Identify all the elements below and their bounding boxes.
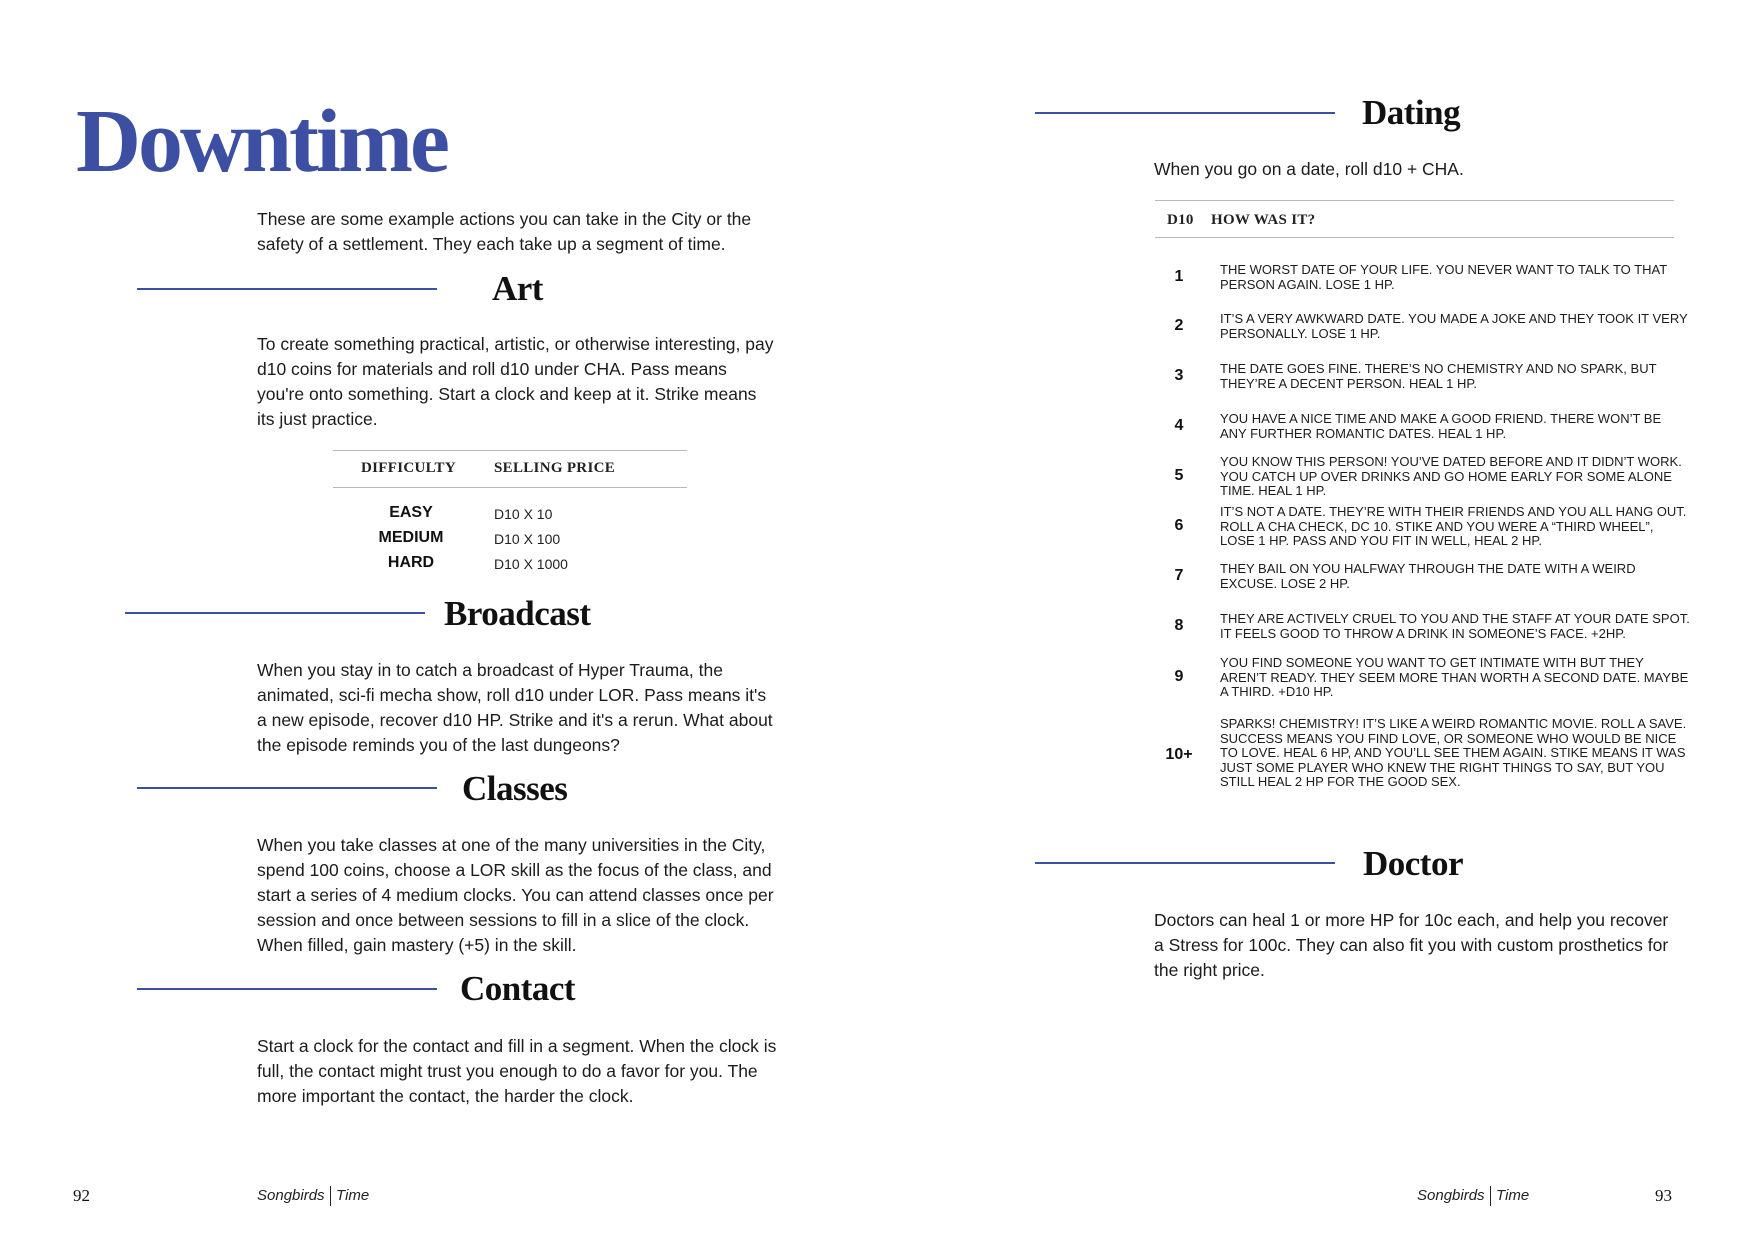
footer-book: Songbirds xyxy=(1417,1186,1485,1204)
roll-result: SPARKS! CHEMISTRY! IT’S LIKE A WEIRD ROMANTIC MOVIE. ROLL A SAVE. SUCCESS MEANS YOU FIND LOVE, OR SOMEONE WHO WOULD BE NICE TO LOVE. HEAL 6 HP, AND YOU’LL SEE THEM AGAIN. STIKE MEANS IT WAS JUST SOME PLAYER WHO KNEW THE RIGHT THINGS TO SAY, BUT YOU STILL HEAL 2 HP FOR THE GOOD SEX. xyxy=(1220,716,1687,789)
table-header-difficulty: DIFFICULTY xyxy=(361,460,456,476)
table-header-rule xyxy=(1155,237,1674,238)
art-paragraph: To create something practical, artistic, or otherwise interesting, pay d10 coins for materials and roll d10 under CHA. Pass means you're onto something. Start a clock and keep at it. Strike means its just practice. xyxy=(257,334,774,429)
table-header-d10: D10 xyxy=(1167,212,1194,228)
footer-book: Songbirds xyxy=(257,1186,325,1204)
table-header-rule xyxy=(333,487,687,488)
table-cell-difficulty: EASY xyxy=(389,504,433,521)
roll-result: IT’S A VERY AWKWARD DATE. YOU MADE A JOKE AND THEY TOOK IT VERY PERSONALLY. LOSE 1 HP. xyxy=(1220,311,1688,341)
roll-number: 10+ xyxy=(1165,746,1193,763)
page-number: 93 xyxy=(1655,1186,1672,1205)
roll-result: YOU FIND SOMEONE YOU WANT TO GET INTIMATE WITH BUT THEY AREN’T READY. THEY SEEM MORE THAN WORTH A SECOND DATE. MAYBE A THIRD. +D10 HP. xyxy=(1220,655,1689,699)
art-heading: Art xyxy=(492,269,543,308)
table-header-result: HOW WAS IT? xyxy=(1211,212,1316,228)
footer-separator xyxy=(330,1186,332,1206)
roll-result: THE DATE GOES FINE. THERE’S NO CHEMISTRY AND NO SPARK, BUT THEY’RE A DECENT PERSON. HEAL 1 HP. xyxy=(1220,361,1657,391)
table-cell-price: D10 X 1000 xyxy=(494,556,568,572)
roll-result: YOU HAVE A NICE TIME AND MAKE A GOOD FRIEND. THERE WON’T BE ANY FURTHER ROMANTIC DATES. HEAL 1 HP. xyxy=(1220,411,1662,441)
dating-heading: Dating xyxy=(1362,93,1461,132)
roll-result: THE WORST DATE OF YOUR LIFE. YOU NEVER WANT TO TALK TO THAT PERSON AGAIN. LOSE 1 HP. xyxy=(1220,262,1667,292)
table-cell-price: D10 X 10 xyxy=(494,506,553,522)
table-header-price: SELLING PRICE xyxy=(494,460,616,476)
art-rule xyxy=(137,288,437,290)
footer-chapter: Time xyxy=(336,1186,370,1204)
table-cell-price: D10 X 100 xyxy=(494,531,561,547)
roll-number: 8 xyxy=(1174,617,1184,634)
footer-separator xyxy=(1490,1186,1492,1206)
roll-number: 6 xyxy=(1174,517,1184,534)
dating-rule xyxy=(1035,112,1335,114)
roll-number: 7 xyxy=(1174,567,1184,584)
broadcast-rule xyxy=(125,612,425,614)
classes-paragraph: When you take classes at one of the many universities in the City, spend 100 coins, choose a LOR skill as the focus of the class, and start a series of 4 medium clocks. You can attend classes once per session and once between sessions to fill in a slice of the clock. When filled, gain mastery (+5) in the skill. xyxy=(257,835,774,955)
roll-number: 2 xyxy=(1174,317,1184,334)
footer-chapter: Time xyxy=(1496,1186,1530,1204)
classes-heading: Classes xyxy=(462,769,568,808)
page-number: 92 xyxy=(73,1186,90,1205)
roll-result: THEY ARE ACTIVELY CRUEL TO YOU AND THE STAFF AT YOUR DATE SPOT. IT FEELS GOOD TO THROW A DRINK IN SOMEONE’S FACE. +2HP. xyxy=(1220,611,1690,641)
running-footer xyxy=(257,1186,369,1206)
table-cell-difficulty: HARD xyxy=(387,554,435,571)
table-top-rule xyxy=(333,450,687,451)
doctor-heading: Doctor xyxy=(1363,844,1464,883)
roll-result: THEY BAIL ON YOU HALFWAY THROUGH THE DATE WITH A WEIRD EXCUSE. LOSE 2 HP. xyxy=(1220,561,1636,591)
page-title: Downtime xyxy=(76,92,447,191)
roll-number: 9 xyxy=(1174,668,1184,685)
roll-number: 4 xyxy=(1174,417,1184,434)
roll-result: YOU KNOW THIS PERSON! YOU’VE DATED BEFORE AND IT DIDN’T WORK. YOU CATCH UP OVER DRINKS AND GO HOME EARLY FOR SOME ALONE TIME. HEAL 1 HP. xyxy=(1220,454,1682,498)
running-footer xyxy=(1417,1186,1529,1206)
roll-number: 5 xyxy=(1174,467,1184,484)
table-top-rule xyxy=(1155,200,1674,201)
broadcast-heading: Broadcast xyxy=(444,594,591,633)
table-cell-difficulty: MEDIUM xyxy=(378,529,444,546)
doctor-paragraph: Doctors can heal 1 or more HP for 10c each, and help you recover a Stress for 100c. They can also fit you with custom prosthetics for the right price. xyxy=(1154,910,1669,980)
roll-number: 1 xyxy=(1174,268,1184,285)
intro-paragraph: These are some example actions you can take in the City or the safety of a settlement. They each take up a segment of time. xyxy=(257,209,752,254)
roll-result: IT’S NOT A DATE. THEY’RE WITH THEIR FRIENDS AND YOU ALL HANG OUT. ROLL A CHA CHECK, DC 10. STIKE AND YOU WERE A “THIRD WHEEL”, LOSE 1 HP. PASS AND YOU FIT IN WELL, HEAL 2 HP. xyxy=(1220,504,1687,548)
doctor-rule xyxy=(1035,862,1335,864)
contact-rule xyxy=(137,988,437,990)
dating-paragraph: When you go on a date, roll d10 + CHA. xyxy=(1154,159,1464,179)
contact-heading: Contact xyxy=(460,969,576,1008)
roll-number: 3 xyxy=(1174,367,1184,384)
classes-rule xyxy=(137,787,437,789)
broadcast-paragraph: When you stay in to catch a broadcast of Hyper Trauma, the animated, sci-fi mecha show, roll d10 under LOR. Pass means it's a new episode, recover d10 HP. Strike and it's a rerun. What about the episode reminds you of the last dungeons? xyxy=(257,660,773,755)
contact-paragraph: Start a clock for the contact and fill in a segment. When the clock is full, the contact might trust you enough to do a favor for you. The more important the contact, the harder the clock. xyxy=(257,1036,777,1106)
